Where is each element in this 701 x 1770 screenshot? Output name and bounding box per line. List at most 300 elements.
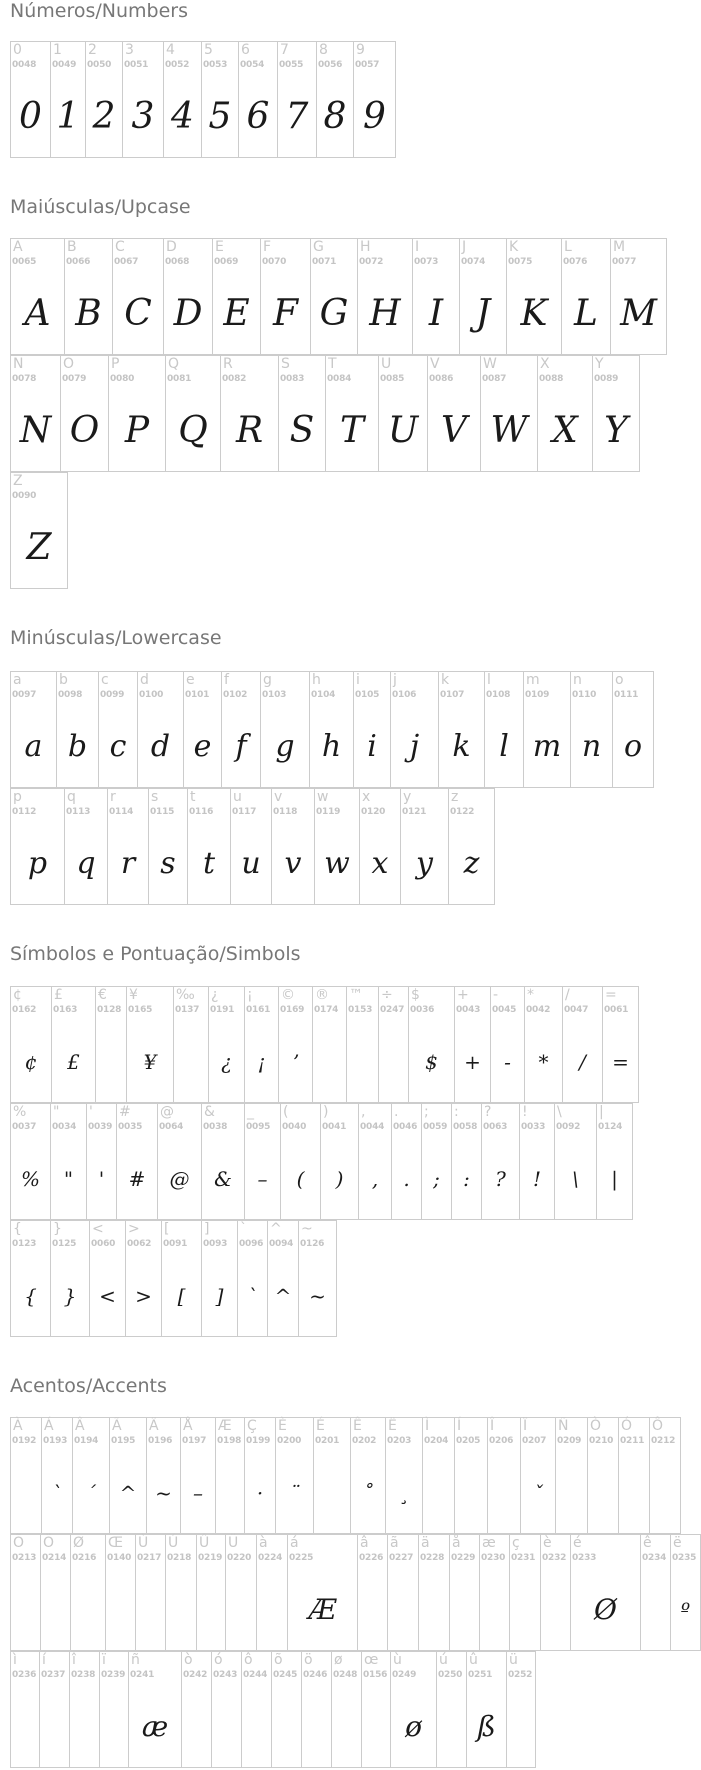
glyph-cell [570, 671, 613, 788]
character-code: 0226 [359, 1553, 384, 1563]
glyph-sample: @ [169, 1167, 190, 1191]
glyph-cell [587, 1417, 619, 1534]
glyph-sample: 7 [285, 96, 309, 137]
glyph-sample: k [452, 729, 471, 764]
glyph-sample [556, 1456, 587, 1530]
glyph-sample: P [124, 410, 150, 451]
glyph-cell [244, 986, 279, 1103]
glyph-cell [387, 1534, 419, 1651]
character-code: 0120 [361, 807, 386, 817]
glyph-cell [346, 986, 379, 1103]
character-label: # [119, 1104, 131, 1120]
character-label: Ë [388, 1418, 397, 1434]
glyph-sample [379, 1025, 408, 1099]
glyph-cell [173, 986, 209, 1103]
glyph-cell [313, 1417, 351, 1534]
glyph-cell [41, 1417, 73, 1534]
character-code: 0205 [456, 1436, 481, 1446]
glyph-cell [280, 1103, 321, 1220]
character-code: 0077 [612, 257, 637, 267]
glyph-sample: $ [425, 1050, 438, 1074]
character-code: 0239 [101, 1670, 126, 1680]
character-label: Œ [108, 1535, 123, 1551]
glyph-cell [459, 238, 507, 355]
character-code: 0056 [318, 60, 343, 70]
character-label: ÷ [381, 987, 393, 1003]
character-code: 0251 [468, 1670, 493, 1680]
glyph-sample [166, 1573, 196, 1647]
character-label: î [72, 1652, 76, 1668]
glyph-cell [271, 1651, 302, 1768]
character-code: 0125 [52, 1239, 77, 1249]
accents-row-3 [10, 1651, 536, 1768]
character-code: 0076 [563, 257, 588, 267]
glyph-cell [183, 671, 222, 788]
character-code: 0046 [393, 1122, 418, 1132]
character-label: 2 [88, 42, 97, 58]
character-code: 0093 [203, 1239, 228, 1249]
glyph-cell [570, 1534, 641, 1651]
character-label: Î [490, 1418, 495, 1434]
glyph-cell [221, 671, 261, 788]
character-code: 0207 [522, 1436, 547, 1446]
character-code: 0121 [402, 807, 427, 817]
character-code: 0243 [213, 1670, 238, 1680]
character-code: 0124 [598, 1122, 623, 1132]
glyph-cell [10, 1534, 41, 1651]
character-code: 0174 [314, 1005, 339, 1015]
glyph-sample [362, 1690, 390, 1764]
character-code: 0089 [594, 374, 619, 384]
section-title-numbers: Números/Numbers [10, 0, 188, 22]
glyph-sample: N [19, 410, 52, 451]
glyph-sample: n [581, 729, 602, 764]
glyph-cell [610, 238, 667, 355]
glyph-sample: ´ [86, 1481, 96, 1505]
character-label: k [441, 672, 450, 688]
glyph-sample: [ [177, 1284, 186, 1308]
glyph-sample: M [620, 293, 657, 334]
glyph-sample: g [275, 729, 295, 764]
character-label: ^ [270, 1221, 282, 1237]
glyph-sample: x [371, 846, 389, 881]
glyph-cell [105, 1534, 136, 1651]
glyph-cell [125, 1220, 162, 1337]
glyph-cell [451, 1103, 482, 1220]
character-code: 0220 [227, 1553, 252, 1563]
glyph-sample [641, 1573, 670, 1647]
glyph-sample [450, 1573, 479, 1647]
character-label: ó [214, 1652, 223, 1668]
character-label: } [53, 1221, 62, 1237]
character-code: 0225 [289, 1553, 314, 1563]
character-code: 0194 [74, 1436, 99, 1446]
character-code: 0213 [12, 1553, 37, 1563]
glyph-sample: L [574, 293, 598, 334]
character-label: À [13, 1418, 23, 1434]
character-code: 0107 [440, 690, 465, 700]
character-code: 0047 [564, 1005, 589, 1015]
character-code: 0165 [128, 1005, 153, 1015]
character-label: V [430, 356, 440, 372]
glyph-sample: R [235, 410, 264, 451]
character-code: 0235 [672, 1553, 697, 1563]
character-code: 0217 [137, 1553, 162, 1563]
glyph-cell [148, 788, 188, 905]
character-code: 0214 [42, 1553, 67, 1563]
glyph-sample: : [463, 1167, 470, 1191]
glyph-cell [108, 355, 166, 472]
glyph-cell [480, 355, 538, 472]
character-label: ) [323, 1104, 329, 1120]
character-label: Í [457, 1418, 462, 1434]
character-label: E [215, 239, 224, 255]
character-label: < [92, 1221, 104, 1237]
character-code: 0122 [450, 807, 475, 817]
character-code: 0128 [97, 1005, 122, 1015]
section-title-accents: Acentos/Accents [10, 1375, 167, 1397]
character-code: 0115 [150, 807, 175, 817]
character-code: 0035 [118, 1122, 143, 1132]
glyph-sample: " [63, 1167, 74, 1191]
character-label: ® [315, 987, 329, 1003]
glyph-cell [40, 1534, 71, 1651]
character-label: z [451, 789, 459, 805]
character-label: û [469, 1652, 478, 1668]
glyph-sample: ¨ [289, 1481, 300, 1505]
lowercase-row-1 [10, 671, 654, 788]
character-label: õ [274, 1652, 283, 1668]
character-label: G [313, 239, 324, 255]
glyph-cell [128, 1651, 182, 1768]
glyph-sample: e [193, 729, 212, 764]
glyph-cell [649, 1417, 681, 1534]
character-label: ì [13, 1652, 17, 1668]
glyph-cell [325, 355, 379, 472]
character-label: å [452, 1535, 461, 1551]
character-label: e [186, 672, 195, 688]
glyph-sample: D [173, 293, 203, 334]
character-code: 0069 [214, 257, 239, 267]
glyph-sample: 9 [363, 96, 386, 137]
glyph-cell [10, 472, 68, 589]
glyph-cell [10, 1651, 40, 1768]
character-code: 0238 [71, 1670, 96, 1680]
glyph-cell [358, 1103, 392, 1220]
character-label: W [483, 356, 497, 372]
character-code: 0163 [53, 1005, 78, 1015]
character-code: 0248 [333, 1670, 358, 1680]
character-label: á [290, 1535, 299, 1551]
glyph-sample: o [623, 729, 643, 764]
character-code: 0231 [511, 1553, 536, 1563]
glyph-sample [358, 1573, 387, 1647]
character-code: 0211 [620, 1436, 645, 1446]
glyph-sample: w [324, 846, 350, 881]
character-label: € [98, 987, 107, 1003]
character-label: H [360, 239, 371, 255]
character-label: Y [595, 356, 604, 372]
glyph-cell [201, 1103, 245, 1220]
character-code: 0109 [525, 690, 550, 700]
character-label: ê [643, 1535, 652, 1551]
character-code: 0169 [280, 1005, 305, 1015]
glyph-cell [201, 41, 239, 158]
character-label: T [328, 356, 337, 372]
character-code: 0232 [542, 1553, 567, 1563]
glyph-sample: ˚ [363, 1481, 373, 1505]
glyph-cell [275, 1417, 314, 1534]
character-label: , [361, 1104, 366, 1120]
character-code: 0075 [508, 257, 533, 267]
character-code: 0045 [492, 1005, 517, 1015]
section-title-lowercase: Minúsculas/Lowercase [10, 627, 222, 649]
glyph-sample: > [135, 1284, 152, 1308]
glyph-cell [408, 986, 455, 1103]
character-label: = [605, 987, 617, 1003]
character-label: m [526, 672, 540, 688]
glyph-cell [95, 986, 127, 1103]
glyph-cell [10, 671, 57, 788]
character-label: Ä [149, 1418, 159, 1434]
character-code: 0059 [423, 1122, 448, 1132]
glyph-cell [277, 41, 317, 158]
character-label: ø [334, 1652, 343, 1668]
character-code: 0037 [12, 1122, 37, 1132]
glyph-cell [612, 671, 654, 788]
glyph-cell [64, 238, 113, 355]
glyph-cell [378, 355, 428, 472]
glyph-sample [100, 1690, 128, 1764]
glyph-cell [421, 1103, 452, 1220]
glyph-sample: & [214, 1167, 232, 1191]
glyph-cell [137, 671, 184, 788]
character-code: 0209 [557, 1436, 582, 1446]
character-code: 0108 [486, 690, 511, 700]
character-label: J [462, 239, 467, 255]
glyph-cell [490, 986, 525, 1103]
character-code: 0200 [277, 1436, 302, 1446]
glyph-cell [353, 41, 396, 158]
glyph-sample [257, 1573, 287, 1647]
glyph-sample: ) [335, 1167, 344, 1191]
character-code: 0126 [300, 1239, 325, 1249]
character-label: Ö [43, 1535, 55, 1551]
character-label: U [381, 356, 392, 372]
character-code: 0033 [521, 1122, 546, 1132]
character-code: 0063 [483, 1122, 508, 1132]
glyph-cell [454, 986, 491, 1103]
glyph-sample [388, 1573, 418, 1647]
character-label: Ù [138, 1535, 149, 1551]
character-label: ' [89, 1104, 93, 1120]
character-label: & [204, 1104, 215, 1120]
glyph-cell [122, 41, 164, 158]
character-code: 0116 [189, 807, 214, 817]
glyph-cell [506, 238, 562, 355]
character-code: 0199 [246, 1436, 271, 1446]
glyph-sample [41, 1573, 70, 1647]
character-code: 0090 [12, 491, 37, 501]
section-title-symbols: Símbolos e Pontuação/Simbols [10, 943, 301, 965]
character-code: 0241 [130, 1670, 155, 1680]
glyph-sample [588, 1456, 618, 1530]
glyph-sample: { [24, 1284, 37, 1308]
glyph-cell [89, 1220, 126, 1337]
character-code: 0064 [159, 1122, 184, 1132]
character-code: 0067 [114, 257, 139, 267]
character-code: 0110 [572, 690, 597, 700]
glyph-sample: B [75, 293, 102, 334]
character-label: h [312, 672, 321, 688]
character-code: 0197 [182, 1436, 207, 1446]
character-label: ; [424, 1104, 429, 1120]
character-code: 0206 [489, 1436, 514, 1446]
glyph-sample [507, 1690, 535, 1764]
glyph-sample: T [339, 410, 364, 451]
glyph-cell [237, 1220, 268, 1337]
glyph-sample: / [579, 1050, 586, 1074]
character-code: 0039 [88, 1122, 113, 1132]
character-label: ñ [131, 1652, 140, 1668]
character-label: ‰ [176, 987, 195, 1003]
glyph-cell [146, 1417, 181, 1534]
character-code: 0162 [12, 1005, 37, 1015]
glyph-cell [72, 1417, 110, 1534]
character-code: 0101 [185, 690, 210, 700]
character-label: u [233, 789, 242, 805]
character-label: s [151, 789, 159, 805]
character-code: 0233 [572, 1553, 597, 1563]
glyph-sample: ~ [155, 1481, 172, 1505]
glyph-cell [618, 1417, 650, 1534]
glyph-sample: º [680, 1598, 691, 1622]
glyph-sample [272, 1690, 301, 1764]
glyph-sample: ˇ [533, 1481, 543, 1505]
character-label: Ü [228, 1535, 239, 1551]
glyph-cell [10, 1220, 51, 1337]
character-label: ô [244, 1652, 253, 1668]
glyph-sample: b [67, 729, 88, 764]
glyph-sample: \ [572, 1167, 579, 1191]
character-code: 0216 [72, 1553, 97, 1563]
character-label: O [63, 356, 75, 372]
glyph-sample [106, 1573, 135, 1647]
glyph-cell [562, 986, 603, 1103]
character-code: 0099 [100, 690, 125, 700]
character-label: ¥ [129, 987, 138, 1003]
uppercase-row-3 [10, 472, 68, 589]
glyph-sample: , [371, 1167, 379, 1191]
glyph-cell [448, 788, 495, 905]
glyph-sample: £ [67, 1050, 80, 1074]
character-label: £ [54, 987, 63, 1003]
glyph-sample: ~ [309, 1284, 326, 1308]
glyph-cell [378, 986, 409, 1103]
glyph-sample: v [284, 846, 302, 881]
character-label: ù [393, 1652, 402, 1668]
character-code: 0078 [12, 374, 37, 384]
numbers-row-1 [10, 41, 396, 158]
character-label: c [101, 672, 109, 688]
character-code: 0247 [380, 1005, 405, 1015]
glyph-sample: ! [532, 1167, 542, 1191]
glyph-cell [320, 1103, 359, 1220]
character-code: 0049 [52, 60, 77, 70]
character-label: . [394, 1104, 399, 1120]
glyph-cell [537, 355, 593, 472]
character-code: 0055 [279, 60, 304, 70]
glyph-sample [71, 1573, 105, 1647]
character-label: ä [421, 1535, 430, 1551]
glyph-cell [278, 355, 326, 472]
character-label: Å [183, 1418, 193, 1434]
glyph-sample [11, 1456, 41, 1530]
character-label: > [128, 1221, 140, 1237]
glyph-cell [454, 1417, 488, 1534]
character-code: 0236 [12, 1670, 37, 1680]
symbols-row-1 [10, 986, 639, 1103]
character-code: 0228 [420, 1553, 445, 1563]
glyph-sample: ] [215, 1284, 224, 1308]
character-code: 0061 [604, 1005, 629, 1015]
character-label: Û [199, 1535, 210, 1551]
glyph-sample: p [27, 846, 48, 881]
glyph-sample: 4 [171, 96, 194, 137]
glyph-cell [241, 1651, 272, 1768]
character-code: 0057 [355, 60, 380, 70]
character-label: S [281, 356, 290, 372]
character-code: 0084 [327, 374, 352, 384]
character-code: 0227 [389, 1553, 414, 1563]
glyph-cell [555, 1417, 588, 1534]
character-code: 0203 [387, 1436, 412, 1446]
character-code: 0040 [282, 1122, 307, 1132]
glyph-sample: h [321, 729, 342, 764]
character-code: 0104 [311, 690, 336, 700]
glyph-cell [359, 788, 401, 905]
character-label: ¡ [247, 987, 253, 1003]
glyph-cell [316, 41, 354, 158]
character-code: 0137 [175, 1005, 200, 1015]
glyph-sample [197, 1573, 225, 1647]
glyph-sample: S [289, 410, 315, 451]
glyph-cell [187, 788, 231, 905]
glyph-sample: A [24, 293, 51, 334]
character-code: 0098 [58, 690, 83, 700]
glyph-cell [39, 1651, 70, 1768]
glyph-cell [99, 1651, 129, 1768]
glyph-cell [391, 1103, 422, 1220]
character-code: 0092 [556, 1122, 581, 1132]
symbols-row-3 [10, 1220, 337, 1337]
uppercase-row-1 [10, 238, 667, 355]
character-label: È [278, 1418, 287, 1434]
glyph-sample: V [441, 410, 467, 451]
glyph-cell [524, 986, 563, 1103]
glyph-cell [157, 1103, 202, 1220]
glyph-sample [70, 1690, 99, 1764]
glyph-sample [226, 1573, 256, 1647]
character-label: r [110, 789, 116, 805]
character-code: 0086 [429, 374, 454, 384]
glyph-cell [418, 1534, 450, 1651]
symbols-row-2 [10, 1103, 633, 1220]
character-code: 0052 [165, 60, 190, 70]
glyph-cell [201, 1220, 238, 1337]
character-label: N [13, 356, 24, 372]
character-code: 0044 [360, 1122, 385, 1132]
